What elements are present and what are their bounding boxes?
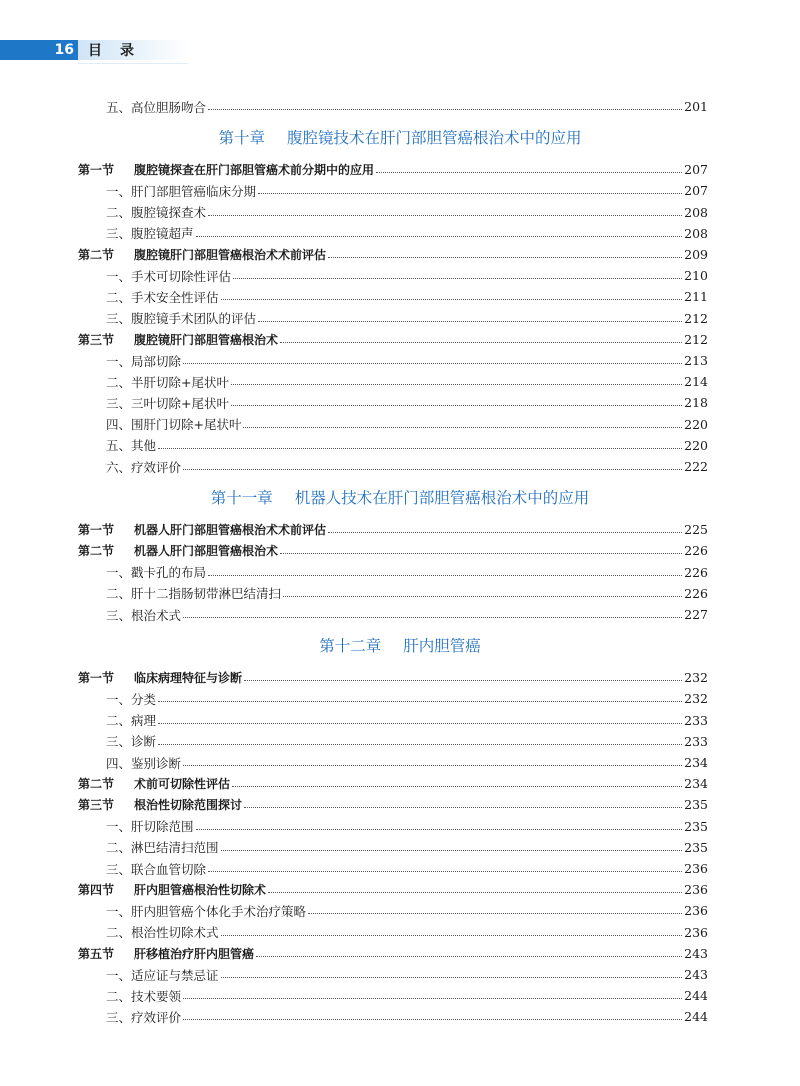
toc-subsection-entry[interactable]: [78, 604, 708, 625]
toc-subsection-entry[interactable]: [78, 752, 708, 773]
page-ref: 243: [684, 945, 708, 961]
toc-subsection-entry[interactable]: [78, 96, 708, 117]
page-ref: 218: [684, 395, 708, 411]
subsection-title: 一、戳卡孔的布局: [106, 565, 207, 581]
subsection-title: 三、三叶切除+尾状叶: [106, 395, 229, 411]
page-ref: 201: [684, 99, 708, 114]
page-ref: 225: [684, 522, 708, 538]
toc-subsection-entry[interactable]: [78, 964, 708, 985]
page-ref: 226: [684, 585, 708, 601]
subsection-title: 二、技术要领: [106, 988, 182, 1004]
chapter-number: 第十章: [218, 129, 265, 148]
dot-leader: [208, 109, 682, 110]
section-number: 第二节: [78, 248, 115, 262]
subsection-title: 二、腹腔镜探查术: [106, 205, 207, 221]
page-number: 16: [54, 42, 74, 58]
dot-leader: [231, 405, 682, 406]
page-ref: 220: [684, 416, 708, 432]
section-heading: [78, 945, 254, 962]
page-ref: 232: [684, 670, 708, 686]
toc-section-entry[interactable]: [78, 159, 708, 180]
dot-leader: [221, 935, 683, 936]
section-title: 腹腔镜肝门部胆管癌根治术术前评估: [134, 248, 327, 262]
dot-leader: [196, 829, 683, 830]
dot-leader: [183, 469, 682, 470]
page-ref: 222: [684, 459, 708, 474]
dot-leader: [221, 977, 683, 978]
toc-section-entry[interactable]: [78, 879, 708, 900]
subsection-title: 一、肝切除范围: [106, 819, 194, 835]
section-title: 机器人肝门部胆管癌根治术: [134, 544, 279, 559]
toc-subsection-entry[interactable]: [78, 223, 708, 244]
page-ref: 236: [684, 924, 708, 940]
page-ref: 208: [684, 225, 708, 241]
dot-leader: [183, 998, 682, 999]
subsection-title: 三、联合血管切除: [106, 861, 207, 877]
toc-subsection-entry[interactable]: [78, 435, 708, 456]
dot-leader: [208, 575, 682, 576]
chapter-number: 第十二章: [319, 637, 382, 656]
page-ref: 214: [684, 374, 708, 390]
dot-leader: [258, 321, 682, 322]
dot-leader: [221, 850, 683, 851]
section-number: 第二节: [78, 777, 115, 792]
subsection-title: 一、手术可切除性评估: [106, 268, 232, 284]
section-heading: [78, 161, 374, 178]
section-number: 第五节: [78, 946, 115, 961]
page-ref: 244: [684, 1009, 708, 1025]
section-title: 根治性切除范围探讨: [134, 798, 243, 813]
section-number: 第一节: [78, 163, 115, 178]
chapter-number: 第十一章: [210, 489, 273, 508]
chapter-heading: [0, 633, 800, 659]
subsection-title: 四、鉴别诊断: [106, 755, 182, 771]
page-ref: 226: [684, 543, 708, 559]
subsection-title: 二、病理: [106, 713, 157, 729]
toc-section-entry[interactable]: [78, 667, 708, 688]
chapter-title: 腹腔镜技术在肝门部胆管癌根治术中的应用: [287, 129, 582, 148]
dot-leader: [158, 744, 682, 745]
page-ref: 234: [684, 755, 708, 770]
toc-subsection-entry[interactable]: [78, 710, 708, 731]
subsection-title: 二、肝十二指肠韧带淋巴结清扫: [106, 586, 282, 602]
toc-subsection-entry[interactable]: [78, 816, 708, 837]
dot-leader: [308, 913, 682, 914]
section-number: 第二节: [78, 544, 115, 559]
toc-subsection-entry[interactable]: [78, 985, 708, 1006]
toc-section-entry[interactable]: [78, 943, 708, 964]
section-heading: [78, 246, 326, 263]
page-ref: 235: [684, 818, 708, 834]
page-ref: 244: [684, 988, 708, 1004]
toc-section-entry[interactable]: [78, 540, 708, 561]
toc-section-entry[interactable]: [78, 244, 708, 265]
dot-leader: [244, 680, 682, 681]
toc-subsection-entry[interactable]: [78, 562, 708, 583]
toc-subsection-entry[interactable]: [78, 1006, 708, 1027]
toc-subsection-entry[interactable]: [78, 688, 708, 709]
toc-subsection-entry[interactable]: [78, 731, 708, 752]
page-ref: 235: [684, 797, 708, 813]
page-ref: 234: [684, 776, 708, 792]
section-number: 第一节: [78, 523, 115, 538]
dot-leader: [243, 427, 682, 428]
toc-subsection-entry[interactable]: [78, 922, 708, 943]
subsection-title: 五、其他: [106, 438, 157, 454]
dot-leader: [183, 765, 682, 766]
subsection-title: 二、手术安全性评估: [106, 289, 219, 305]
page-ref: 236: [684, 903, 708, 919]
dot-leader: [283, 596, 682, 597]
toc-subsection-entry[interactable]: [78, 583, 708, 604]
section-number: 第三节: [78, 798, 115, 813]
dot-leader: [376, 172, 682, 173]
toc-subsection-entry[interactable]: [78, 858, 708, 879]
toc-section-entry[interactable]: [78, 773, 708, 794]
dot-leader: [158, 723, 682, 724]
toc-subsection-entry[interactable]: [78, 392, 708, 413]
section-title: 机器人肝门部胆管癌根治术术前评估: [134, 523, 327, 538]
section-title: 腹腔镜肝门部胆管癌根治术: [134, 332, 279, 347]
dot-leader: [183, 363, 682, 364]
toc-section-entry[interactable]: [78, 794, 708, 815]
chapter-title: 机器人技术在肝门部胆管癌根治术中的应用: [294, 489, 590, 508]
subsection-title: 三、根治术式: [106, 607, 182, 623]
dot-leader: [232, 786, 682, 787]
section-number: 第一节: [78, 671, 115, 686]
toc-subsection-entry[interactable]: [78, 265, 708, 286]
dot-leader: [231, 384, 682, 385]
chapter-heading: [0, 125, 800, 151]
toc-subsection-entry[interactable]: [78, 456, 708, 477]
page-ref: 236: [684, 861, 708, 876]
subsection-title: 一、分类: [106, 691, 157, 707]
section-heading: [78, 331, 278, 348]
dot-leader: [256, 956, 682, 957]
subsection-title: 三、腹腔镜手术团队的评估: [106, 311, 257, 327]
page-ref: 209: [684, 247, 708, 262]
toc-section-entry[interactable]: [78, 519, 708, 540]
dot-leader: [158, 448, 682, 449]
page-ref: 236: [684, 882, 708, 898]
page-ref: 233: [684, 712, 708, 728]
toc-subsection-entry[interactable]: [78, 414, 708, 435]
dot-leader: [196, 236, 683, 237]
subsection-title: 一、肝门部胆管癌临床分期: [106, 183, 257, 199]
section-number: 第四节: [78, 883, 115, 898]
subsection-title: 一、肝内胆管癌个体化手术治疗策略: [106, 903, 307, 919]
toc-subsection-entry[interactable]: [78, 900, 708, 921]
toc-subsection-entry[interactable]: [78, 286, 708, 307]
page-ref: 207: [684, 162, 708, 178]
subsection-title: 三、腹腔镜超声: [106, 226, 194, 242]
toc-subsection-entry[interactable]: [78, 837, 708, 858]
dot-leader: [268, 892, 682, 893]
subsection-title: 五、高位胆肠吻合: [106, 99, 207, 115]
subsection-title: 一、适应证与禁忌证: [106, 967, 219, 983]
dot-leader: [233, 278, 682, 279]
subsection-title: 三、诊断: [106, 734, 157, 750]
subsection-title: 四、围肝门切除+尾状叶: [106, 417, 242, 433]
section-title: 肝内胆管癌根治性切除术: [134, 883, 267, 898]
page-ref: 213: [684, 353, 708, 368]
subsection-title: 二、根治性切除术式: [106, 925, 219, 941]
subsection-title: 二、淋巴结清扫范围: [106, 840, 219, 856]
page-ref: 232: [684, 691, 708, 707]
subsection-title: 六、疗效评价: [106, 459, 182, 475]
chapter-heading: [0, 485, 800, 511]
page-ref: 211: [684, 289, 708, 305]
dot-leader: [328, 532, 682, 533]
header-title: 目录: [88, 43, 152, 59]
dot-leader: [221, 299, 683, 300]
page-ref: 233: [684, 733, 708, 749]
dot-leader: [280, 553, 682, 554]
dot-leader: [158, 701, 682, 702]
dot-leader: [208, 871, 682, 872]
dot-leader: [208, 215, 682, 216]
dot-leader: [280, 342, 682, 343]
page-ref: 212: [684, 331, 708, 347]
section-heading: [78, 542, 278, 559]
subsection-title: 一、局部切除: [106, 353, 182, 369]
dot-leader: [183, 1019, 682, 1020]
chapter-title: 肝内胆管癌: [403, 637, 481, 656]
toc-subsection-entry[interactable]: [78, 308, 708, 329]
dot-leader: [328, 257, 682, 258]
toc-subsection-entry[interactable]: [78, 202, 708, 223]
page-ref: 207: [684, 183, 708, 199]
section-title: 术前可切除性评估: [134, 777, 231, 792]
section-heading: [78, 796, 242, 813]
toc-subsection-entry[interactable]: [78, 371, 708, 392]
section-heading: [78, 521, 326, 538]
page-ref: 208: [684, 204, 708, 220]
page-ref: 235: [684, 839, 708, 855]
toc-subsection-entry[interactable]: [78, 180, 708, 201]
page-ref: 220: [684, 437, 708, 453]
dot-leader: [258, 193, 682, 194]
section-heading: [78, 669, 242, 686]
page-ref: 210: [684, 268, 708, 284]
page-ref: 243: [684, 967, 708, 982]
subsection-title: 三、疗效评价: [106, 1009, 182, 1025]
subsection-title: 二、半肝切除+尾状叶: [106, 374, 229, 390]
section-heading: [78, 775, 230, 792]
section-title: 腹腔镜探查在肝门部胆管癌术前分期中的应用: [134, 163, 375, 178]
dot-leader: [244, 807, 682, 808]
page-ref: 212: [684, 310, 708, 326]
toc-subsection-entry[interactable]: [78, 350, 708, 371]
toc-section-entry[interactable]: [78, 329, 708, 350]
page-ref: 227: [684, 607, 708, 622]
section-title: 肝移植治疗肝内胆管癌: [134, 946, 255, 961]
section-title: 临床病理特征与诊断: [134, 671, 243, 686]
section-heading: [78, 881, 266, 898]
page-ref: 226: [684, 564, 708, 580]
section-number: 第三节: [78, 332, 115, 347]
dot-leader: [183, 617, 682, 618]
